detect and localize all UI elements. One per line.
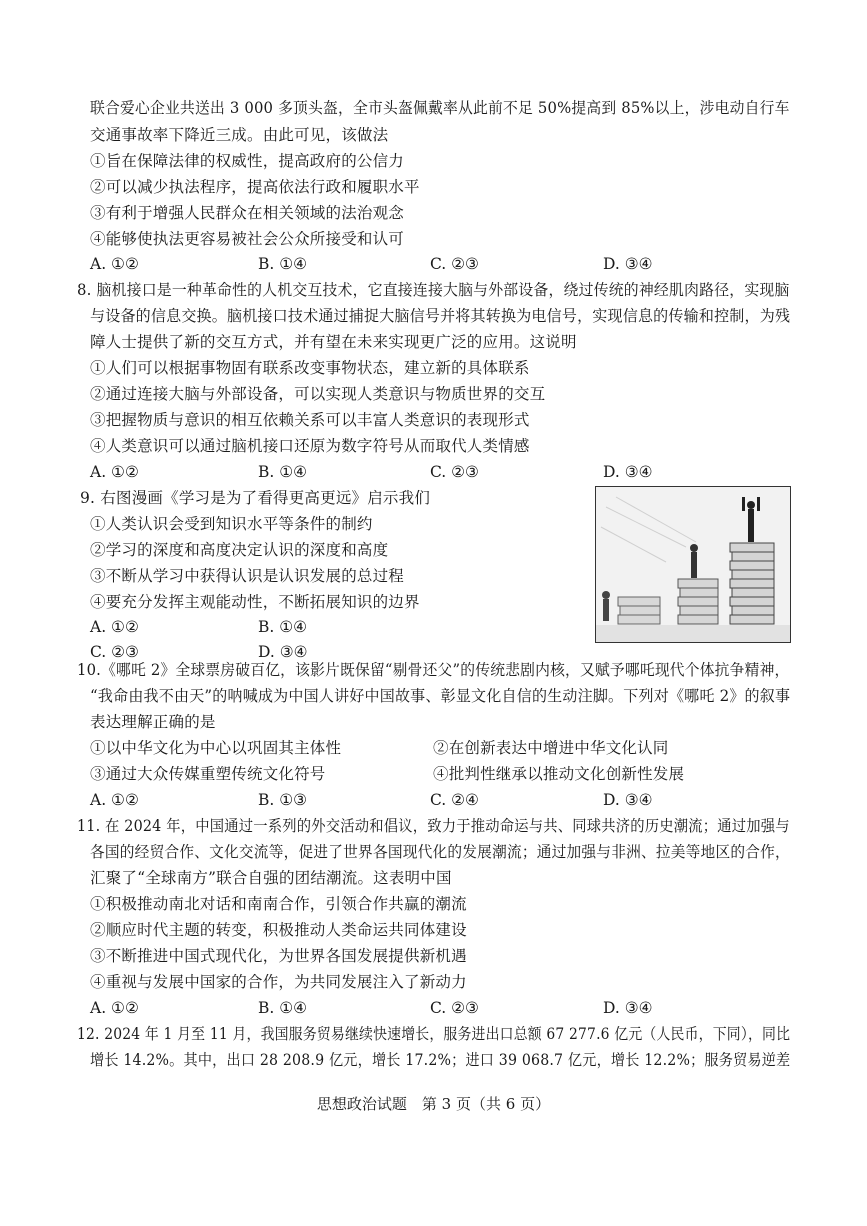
q8-item-3: ③把握物质与意识的相互依赖关系可以丰富人类意识的表现形式 — [90, 411, 530, 429]
q10-item-3: ③通过大众传媒重塑传统文化符号 — [90, 765, 326, 783]
q9-option-b: B. ①④ — [258, 618, 308, 636]
q7-options — [90, 253, 770, 275]
comic-drawing — [596, 487, 790, 642]
q9-item-3: ③不断从学习中获得认识是认识发展的总过程 — [90, 567, 405, 585]
q8-option-d: D. ③④ — [603, 463, 653, 481]
q11-option-d: D. ③④ — [603, 999, 653, 1017]
q7-option-d: D. ③④ — [603, 255, 653, 273]
q10-stem-line3: 表达理解正确的是 — [90, 713, 216, 731]
q11-item-4: ④重视与发展中国家的合作，为共同发展注入了新动力 — [90, 973, 467, 991]
q11-stem-line3: 汇聚了“全球南方”联合自强的团结潮流。这表明中国 — [90, 869, 452, 887]
q8-item-2: ②通过连接大脑与外部设备，可以实现人类意识与物质世界的交互 — [90, 385, 546, 403]
q7-option-c: C. ②③ — [430, 255, 479, 273]
q9-options-row1 — [90, 616, 390, 638]
q11-option-c: C. ②③ — [430, 999, 479, 1017]
q10-item-2: ②在创新表达中增进中华文化认同 — [433, 739, 669, 757]
q8-item-1: ①人们可以根据事物固有联系改变事物状态，建立新的具体联系 — [90, 359, 530, 377]
q11-item-1: ①积极推动南北对话和南南合作，引领合作共赢的潮流 — [90, 895, 467, 913]
q7-option-b: B. ①④ — [258, 255, 308, 273]
q10-option-d: D. ③④ — [603, 791, 653, 809]
q10-option-c: C. ②④ — [430, 791, 479, 809]
page-footer: 思想政治试题 第 3 页（共 6 页） — [316, 1095, 551, 1113]
q10-options — [90, 789, 770, 811]
q7-item-2: ②可以减少执法程序，提高依法行政和履职水平 — [90, 178, 420, 196]
q7-stem-line1: 联合爱心企业共送出 3 000 多顶头盔，全市头盔佩戴率从此前不足 50%提高到 85%以上，涉电动自行车 — [90, 99, 790, 117]
q8-item-4: ④人类意识可以通过脑机接口还原为数字符号从而取代人类情感 — [90, 437, 530, 455]
q9-item-4: ④要充分发挥主观能动性，不断拓展知识的边界 — [90, 593, 420, 611]
q9-option-a: A. ①② — [90, 618, 139, 636]
q11-stem-line2: 各国的经贸合作、文化交流等，促进了世界各国现代化的发展潮流；通过加强与非洲、拉美等地区的合作， — [90, 843, 790, 861]
q7-option-a: A. ①② — [90, 255, 139, 273]
q9-item-2: ②学习的深度和高度决定认识的深度和高度 — [90, 541, 389, 559]
q7-item-3: ③有利于增强人民群众在相关领域的法治观念 — [90, 204, 405, 222]
q11-option-b: B. ①④ — [258, 999, 308, 1017]
q8-option-b: B. ①④ — [258, 463, 308, 481]
q10-option-a: A. ①② — [90, 791, 139, 809]
q8-stem-line2: 与设备的信息交换。脑机接口技术通过捕捉大脑信号并将其转换为电信号，实现信息的传输和控制，为残 — [90, 307, 791, 325]
q9-option-c: C. ②③ — [90, 643, 139, 661]
q11-options — [90, 997, 770, 1019]
q8-option-a: A. ①② — [90, 463, 139, 481]
q9-comic-image — [595, 486, 791, 643]
q10-stem-line2: “我命由我不由天”的呐喊成为中国人讲好中国故事、彰显文化自信的生动注脚。下列对《哪吒 2》的叙事 — [90, 687, 791, 705]
q8-stem-line3: 障人士提供了新的交互方式，并有望在未来实现更广泛的应用。这说明 — [90, 333, 577, 351]
q10-option-b: B. ①③ — [258, 791, 308, 809]
q9-item-1: ①人类认识会受到知识水平等条件的制约 — [90, 515, 373, 533]
q9-stem: 9. 右图漫画《学习是为了看得更高更远》启示我们 — [80, 489, 431, 507]
q8-option-c: C. ②③ — [430, 463, 479, 481]
q12-stem-line1: 12. 2024 年 1 月至 11 月，我国服务贸易继续快速增长，服务进出口总额 67 277.6 亿元（人民币，下同），同比 — [77, 1025, 791, 1043]
q8-stem-line1: 8. 脑机接口是一种革命性的人机交互技术，它直接连接大脑与外部设备，绕过传统的神经肌肉路径，实现脑 — [77, 281, 790, 299]
q7-item-1: ①旨在保障法律的权威性，提高政府的公信力 — [90, 152, 405, 170]
q7-stem-line2: 交通事故率下降近三成。由此可见，该做法 — [90, 126, 389, 144]
q8-options — [90, 461, 770, 483]
q11-item-3: ③不断推进中国式现代化，为世界各国发展提供新机遇 — [90, 947, 467, 965]
q11-option-a: A. ①② — [90, 999, 139, 1017]
q12-stem-line2: 增长 14.2%。其中，出口 28 208.9 亿元，增长 17.2%；进口 39 068.7 亿元，增长 12.2%；服务贸易逆差 — [90, 1051, 791, 1069]
q7-item-4: ④能够使执法更容易被社会公众所接受和认可 — [90, 230, 405, 248]
q10-stem-line1: 10.《哪吒 2》全球票房破百亿，该影片既保留“剔骨还父”的传统悲剧内核，又赋予哪吒现代个体抗争精神， — [77, 661, 790, 679]
q10-item-4: ④批判性继承以推动文化创新性发展 — [433, 765, 685, 783]
q11-item-2: ②顺应时代主题的转变，积极推动人类命运共同体建设 — [90, 921, 467, 939]
q10-item-1: ①以中华文化为中心以巩固其主体性 — [90, 739, 342, 757]
q11-stem-line1: 11. 在 2024 年，中国通过一系列的外交活动和倡议，致力于推动命运与共、同球共济的历史潮流；通过加强与 — [77, 817, 790, 835]
q9-option-d: D. ③④ — [258, 643, 308, 661]
